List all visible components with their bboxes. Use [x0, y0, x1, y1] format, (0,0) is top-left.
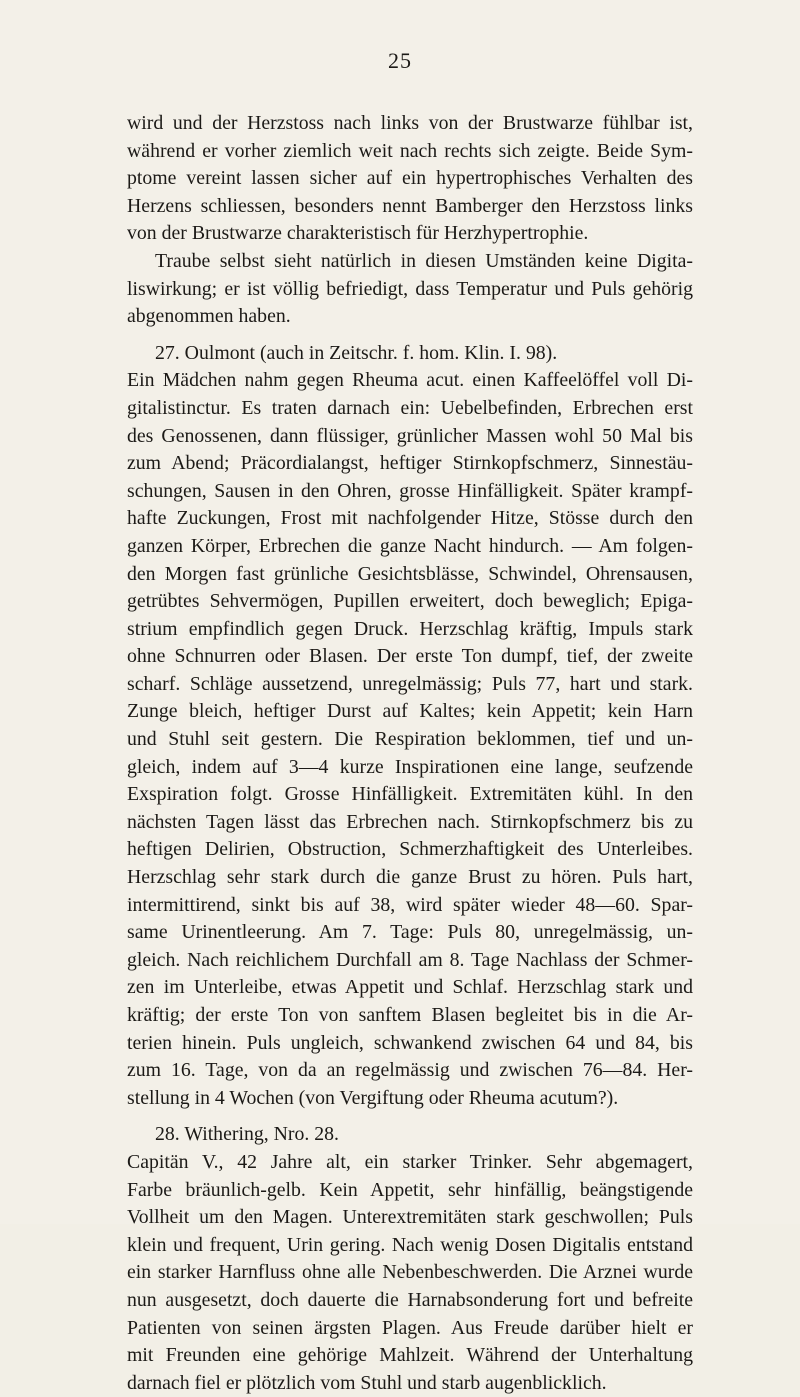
text-line: gleich. Nach reichlichem Durchfall am 8. Tage Nachlass der Schmer-: [127, 948, 693, 971]
text-line: mit Freunden eine gehörige Mahlzeit. Während der Unterhaltung: [127, 1344, 693, 1367]
text-line: zum Abend; Präcordialangst, heftiger Stirnkopfschmerz, Sinnestäu-: [127, 452, 693, 475]
text-line: während er vorher ziemlich weit nach rechts sich zeigte. Beide Sym-: [127, 139, 693, 162]
text-line: Herzschlag sehr stark durch die ganze Brust zu hören. Puls hart,: [127, 866, 693, 889]
text-line: same Urinentleerung. Am 7. Tage: Puls 80, unregelmässig, un-: [127, 921, 693, 944]
text-line: ein starker Harnfluss ohne alle Nebenbeschwerden. Die Arznei wurde: [127, 1261, 693, 1284]
text-line: von der Brustwarze charakteristisch für Herzhypertrophie.: [127, 222, 589, 245]
text-line: zum 16. Tage, von da an regelmässig und zwischen 76—84. Her-: [127, 1059, 693, 1082]
page-number: 25: [388, 48, 412, 73]
text-line: Zunge bleich, heftiger Durst auf Kaltes; kein Appetit; kein Harn: [127, 700, 693, 723]
text-line: Traube selbst sieht natürlich in diesen Umständen keine Digita-: [155, 249, 693, 272]
text-line: scharf. Schläge aussetzend, unregelmässig; Puls 77, hart und stark.: [127, 672, 693, 695]
text-line: ohne Schnurren oder Blasen. Der erste Ton dumpf, tief, der zweite: [127, 645, 693, 668]
text-line: klein und frequent, Urin gering. Nach wenig Dosen Digitalis entstand: [127, 1233, 693, 1256]
text-line: kräftig; der erste Ton von sanftem Blasen begleitet bis in die Ar-: [127, 1004, 693, 1026]
text-line: Farbe bräunlich-gelb. Kein Appetit, sehr hinfällig, beängstigende: [127, 1178, 693, 1201]
paragraph: [127, 248, 693, 331]
paragraphs: [127, 110, 693, 331]
text-line: ganzen Körper, Erbrechen die ganze Nacht hindurch. — Am folgen-: [127, 534, 693, 557]
text-line: den Morgen fast grünliche Gesichtsblässe, Schwindel, Ohrensausen,: [127, 562, 693, 585]
text-line: strium empfindlich gegen Druck. Herzschlag kräftig, Impuls stark: [127, 617, 693, 640]
entry-text: [127, 367, 693, 1112]
text-line: Herzens schliessen, besonders nennt Bamberger den Herzstoss links: [127, 194, 693, 217]
text-line: nächsten Tagen lässt das Erbrechen nach. Stirnkopfschmerz bis zu: [127, 810, 693, 833]
text-line: zen im Unterleibe, etwas Appetit und Schlaf. Herzschlag stark und: [127, 976, 693, 999]
text-line: liswirkung; er ist völlig befriedigt, dass Temperatur und Puls gehörig: [127, 277, 693, 300]
text-line: darnach fiel er plötzlich vom Stuhl und starb augenblicklich.: [127, 1371, 607, 1394]
text-line: und Stuhl seit gestern. Die Respiration beklommen, tief und un-: [127, 728, 693, 751]
text-line: intermittirend, sinkt bis auf 38, wird später wieder 48—60. Spar-: [127, 893, 693, 916]
text-line: abgenommen haben.: [127, 305, 291, 328]
text-line: Patienten von seinen ärgsten Plagen. Aus Freude darüber hielt er: [127, 1316, 693, 1339]
entry-text: [127, 1149, 693, 1397]
text-line: hafte Zuckungen, Frost mit nachfolgender Hitze, Stösse durch den: [127, 507, 693, 530]
text-line: nun ausgesetzt, doch dauerte die Harnabsonderung fort und befreite: [127, 1288, 693, 1311]
entry-heading: 28. Withering, Nro. 28.: [155, 1123, 339, 1146]
text-line: schungen, Sausen in den Ohren, grosse Hinfälligkeit. Später krampf-: [127, 479, 693, 502]
text-line: stellung in 4 Wochen (von Vergiftung oder Rheuma acutum?).: [127, 1086, 619, 1109]
text-line: gleich, indem auf 3—4 kurze Inspirationen eine lange, seufzende: [127, 755, 693, 778]
entries: [127, 340, 693, 1397]
text-line: ptome vereint lassen sicher auf ein hypertrophisches Verhalten des: [127, 167, 693, 190]
text-line: getrübtes Sehvermögen, Pupillen erweitert, doch beweglich; Epiga-: [127, 590, 693, 613]
entry-heading: 27. Oulmont (auch in Zeitschr. f. hom. Klin. I. 98).: [155, 341, 558, 364]
body-text: [127, 110, 693, 1397]
text-line: Exspiration folgt. Grosse Hinfälligkeit. Extremitäten kühl. In den: [127, 783, 693, 806]
text-line: Capitän V., 42 Jahre alt, ein starker Trinker. Sehr abgemagert,: [127, 1150, 693, 1173]
text-line: wird und der Herzstoss nach links von der Brustwarze fühlbar ist,: [127, 112, 693, 134]
text-line: des Genossenen, dann flüssiger, grünlicher Massen wohl 50 Mal bis: [127, 424, 693, 447]
text-line: Vollheit um den Magen. Unterextremitäten stark geschwollen; Puls: [127, 1206, 693, 1229]
paragraph: [127, 110, 693, 248]
text-line: Ein Mädchen nahm gegen Rheuma acut. einen Kaffeelöffel voll Di-: [127, 369, 693, 392]
text-line: heftigen Delirien, Obstruction, Schmerzhaftigkeit des Unterleibes.: [127, 838, 693, 861]
text-line: gitalistinctur. Es traten darnach ein: Uebelbefinden, Erbrechen erst: [127, 396, 693, 419]
text-line: terien hinein. Puls ungleich, schwankend zwischen 64 und 84, bis: [127, 1031, 693, 1054]
